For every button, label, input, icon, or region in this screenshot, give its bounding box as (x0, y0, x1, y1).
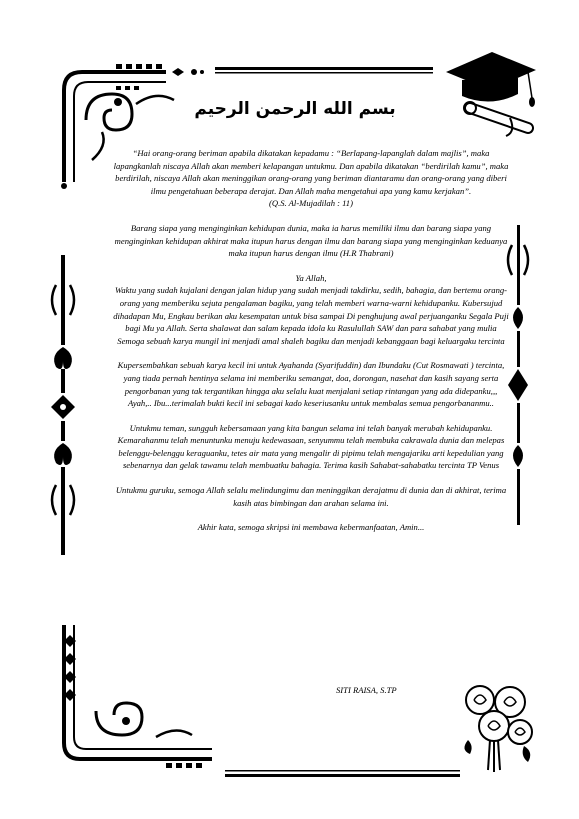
top-border-rule (215, 67, 433, 75)
bottom-border-rule (225, 770, 460, 778)
closing-text: Akhir kata, semoga skripsi ini membawa kebermanfaatan, Amin... (197, 522, 425, 533)
graduation-cap-icon (440, 48, 540, 138)
teachers-dedication: Untukmu guruku, semoga Allah selalu melindungimu dan meninggikan derajatmu di dunia dan di akhirat, terima kasih atas bimbingan dan arahan selama ini. (115, 485, 507, 508)
parents-dedication: Kupersembahkan sebuah karya kecil ini untuk Ayahanda (Syarifuddin) dan Ibundaku (Cut Rosmawati ) tercinta, yang tiada pernah hentinya selama ini memberiku semangat, doa, dorongan, nasehat dan kasih sayang serta pengorbanan yang tak tergantikan hingga aku selalu kuat menjalani setiap rintangan yang ada didepanku,,, Ayah,.. Ibu...terimalah bukti kecil ini sebagai kado keseriusanku untuk membalas semua pengorbananmu.. (117, 360, 505, 409)
friends-dedication: Untukmu teman, sungguh kebersamaan yang kita bangun selama ini telah banyak merubah kehidupanku. Kemarahanmu telah menuntunku menuju kedewasaan, senyummu telah membuka cakrawala dunia dan melepas belenggu-belenggu keraguanku, tetes air mata yang mengalir di pipimu telah mengajariku arti kepedulian yang sebenarnya dan gelak tawamu telah membuatku bahagia. Terima kasih Sahabat-sahabatku tercinta TP Venus (117, 422, 505, 471)
quran-verse-source: (Q.S. Al-Mujadilah : 11) (269, 198, 353, 209)
corner-ornament-bottom-left (56, 625, 216, 770)
hadith-text: Barang siapa yang menginginkan kehidupan dunia, maka ia harus memiliki ilmu dan barang siapa yang menginginkan kehidupan akhirat maka itupun harus dengan ilmu dan barang siapa yang menginginkan keduanya maka itupun harus dengan ilmu (H.R Thabrani) (114, 222, 508, 259)
prayer-opening: Ya Allah, (295, 272, 327, 283)
left-border-ornament (48, 255, 78, 555)
prayer-text: Waktu yang sudah kujalani dengan jalan hidup yang sudah menjadi takdirku, sedih, bahagia, dan bertemu orang-orang yang memberiku sejuta pengalaman bagiku, yang telah memberi warna-warni kehidupanku. Kubersujud dihadapan Mu, Engkau berikan aku kesempatan untuk bisa sampai Di penghujung awal perjuanganku Segala Puji bagi Mu ya Allah. Serta shalawat dan salam kepada idola ku Rasulullah SAW dan para sahabat yang mulia Semoga sebuah karya mungil ini menjadi amal shaleh bagiku dan menjadi kebanggaan bagi keluargaku tercinta (113, 285, 509, 346)
diploma-scroll-icon (464, 102, 528, 136)
signature: SITI RAISA, S.TP (336, 685, 397, 695)
rose-bouquet-icon (458, 680, 538, 775)
dedication-text (112, 147, 510, 534)
quran-verse-text: “Hai orang-orang beriman apabila dikatakan kepadamu : “Berlapang-lapanglah dalam majlis”, maka lapangkanlah niscaya Allah akan memberi kelapangan untukmu. Dan apabila dikatakan “berdirilah kamu”, maka berdirilah, niscaya Allah akan meninggikan orang-orang yang beriman diantaramu dan orang-orang yang diberi ilmu pengetahuan beberapa derajat. Dan Allah maha mengetahui apa yang kamu kerjakan”. (113, 148, 509, 196)
basmalah-calligraphy: بسم الله الرحمن الرحيم (194, 99, 396, 119)
